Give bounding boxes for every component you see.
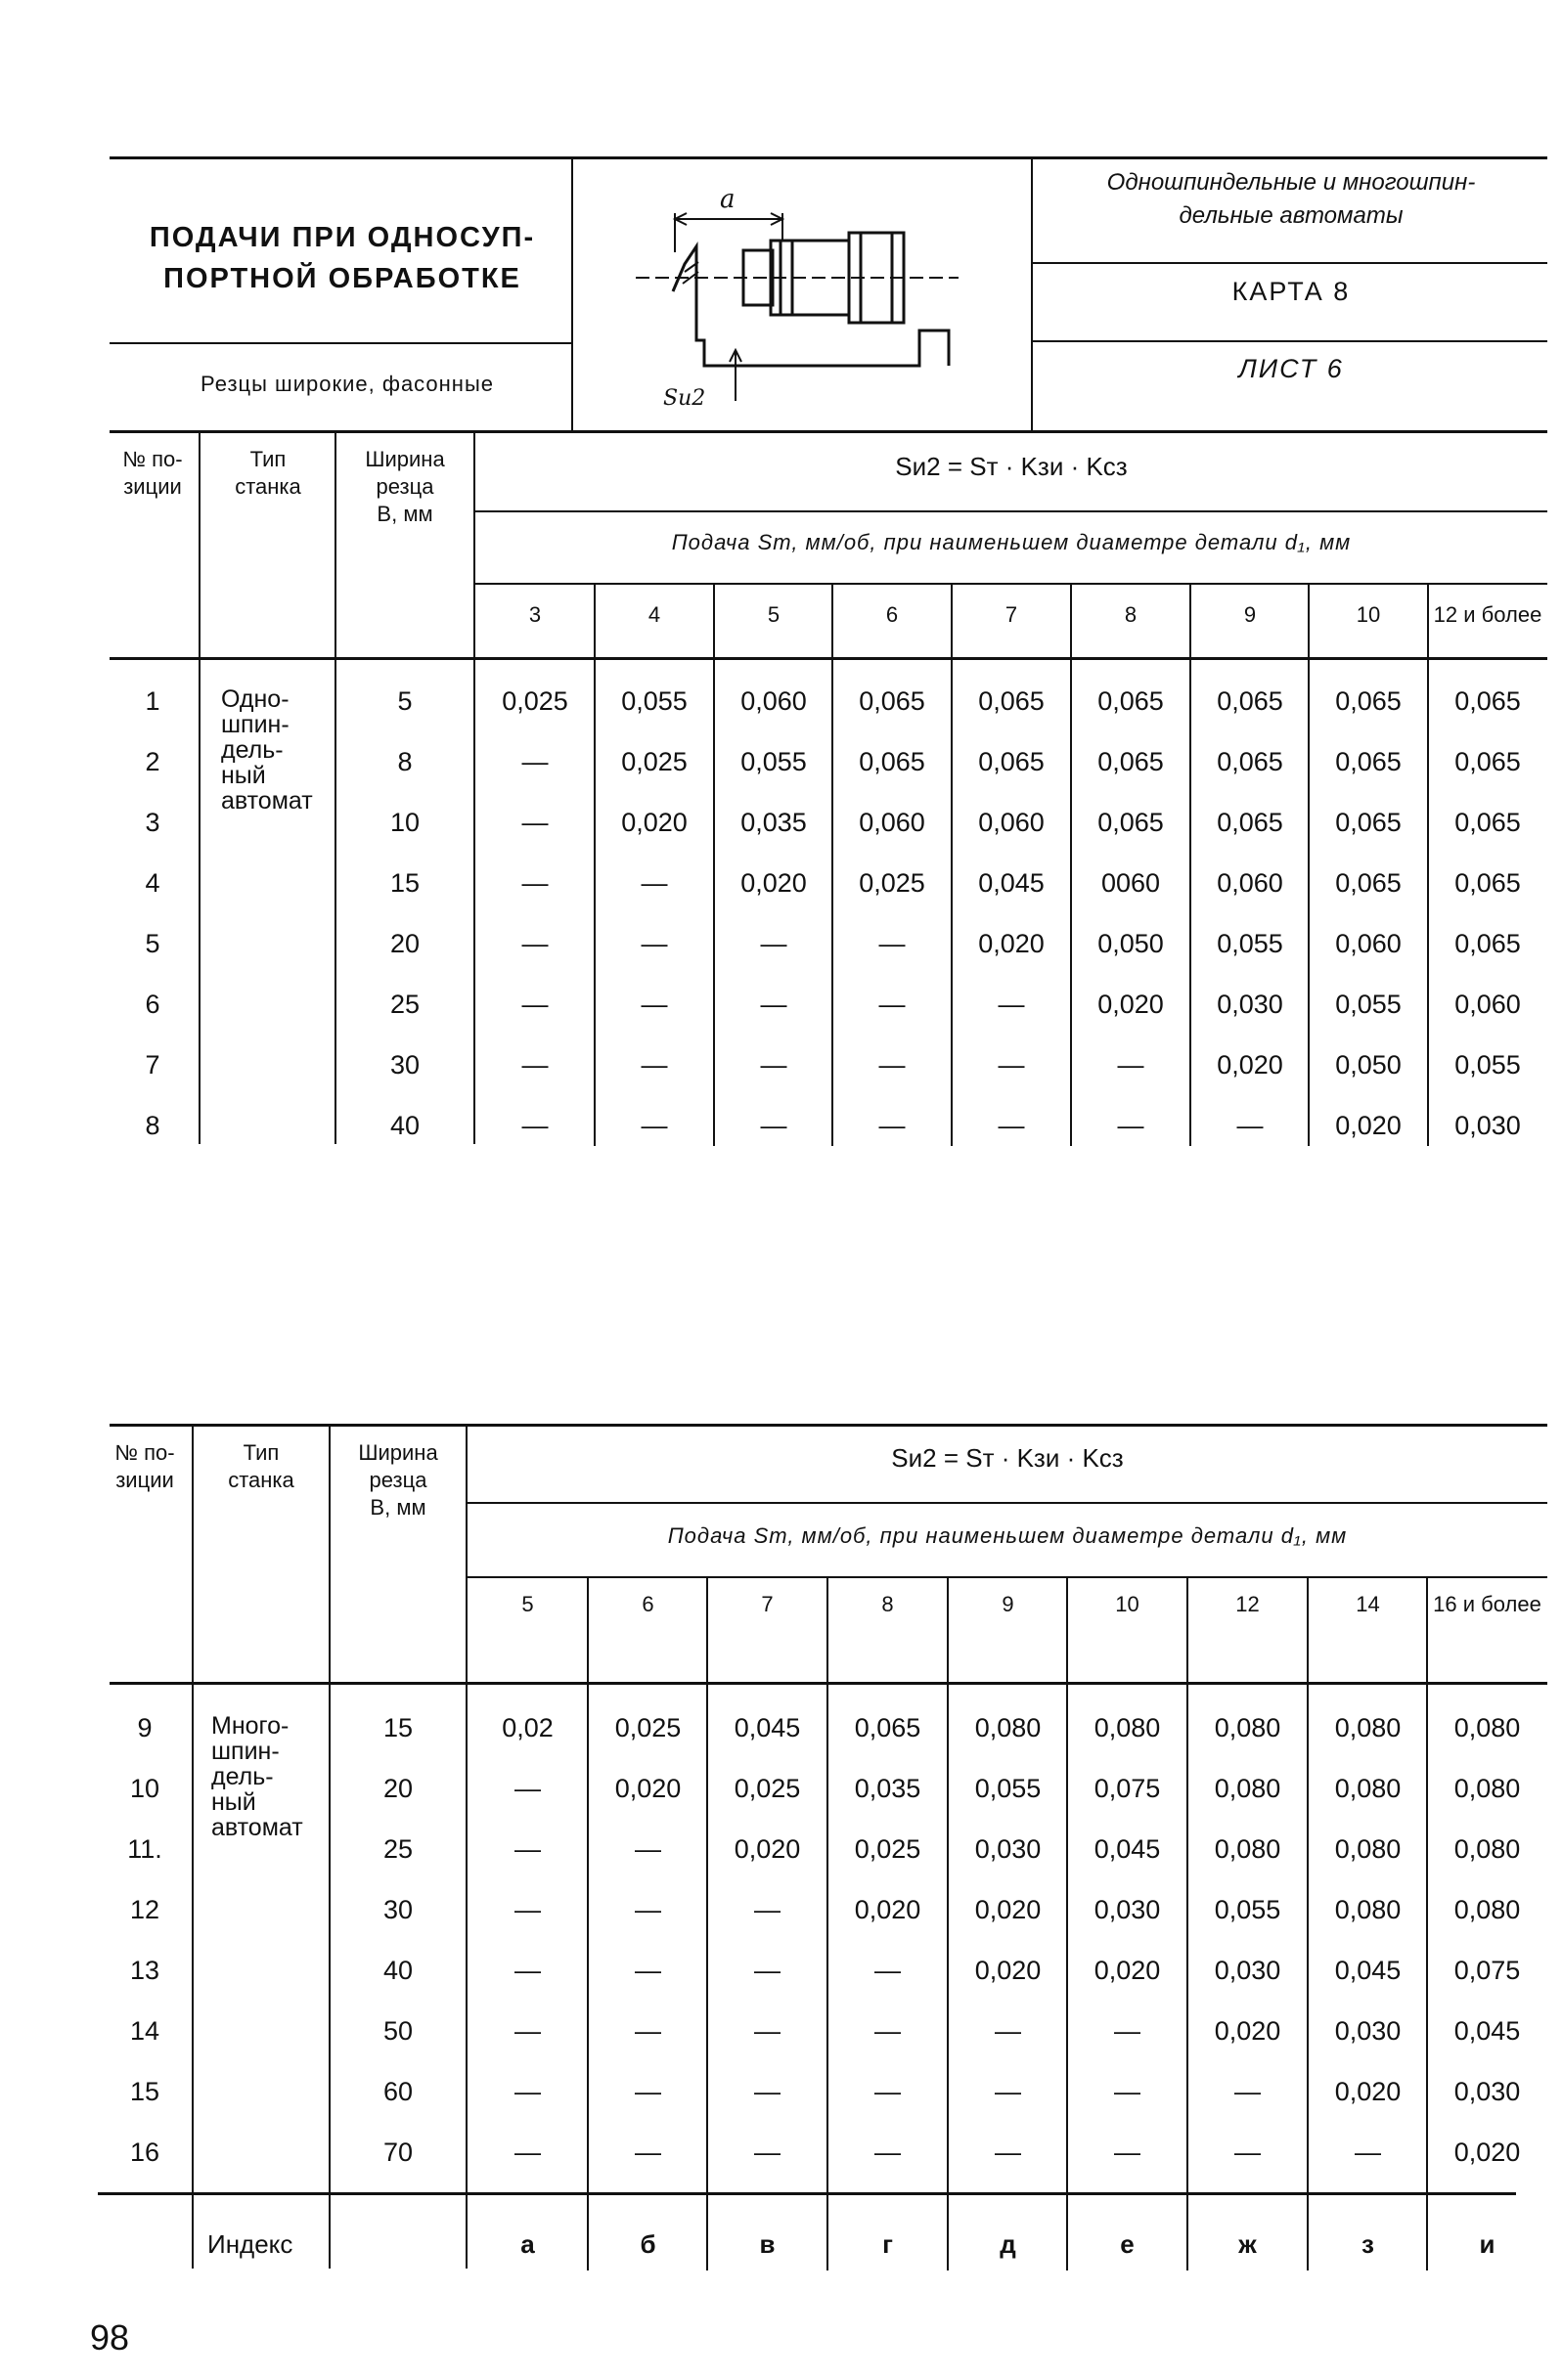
table1-row-1-pos: 2	[145, 747, 160, 776]
table1-cell-2-7: 0,065	[1335, 808, 1402, 837]
table1-cell-3-8: 0,065	[1454, 868, 1521, 898]
t2-mtype-l4: ный	[211, 1788, 256, 1816]
table1-cell-5-8: 0,060	[1454, 990, 1521, 1019]
table2-cell-2-3: 0,025	[854, 1834, 921, 1864]
table2-index-6: ж	[1238, 2229, 1257, 2259]
t2-mtype-l3: дель-	[211, 1763, 274, 1790]
table2-cell-7-4: —	[995, 2138, 1021, 2167]
table2-cell-4-1: —	[635, 1956, 661, 1985]
card-number: КАРТА 8	[1231, 277, 1351, 306]
t2-col-width	[331, 1439, 466, 1521]
table1-row-4-width: 20	[389, 929, 421, 958]
table1-cell-6-1: —	[641, 1050, 668, 1080]
table1-cell-4-7: 0,060	[1335, 929, 1402, 958]
table2-index-3: г	[882, 2229, 893, 2259]
table1-row-6-width: 30	[389, 1050, 421, 1080]
table2-cell-2-4: 0,030	[974, 1834, 1042, 1864]
table1-row-5-pos: 6	[145, 990, 160, 1019]
header-left-divider	[110, 342, 573, 344]
table2-cell-6-0: —	[514, 2077, 541, 2106]
t1-head-bottom-rule	[110, 657, 1547, 660]
table2-index-1: б	[640, 2229, 656, 2259]
table2-cell-5-8: 0,045	[1453, 2016, 1521, 2046]
table1-cell-0-4: 0,065	[978, 686, 1045, 716]
table2-cell-0-7: 0,080	[1334, 1713, 1402, 1742]
table2-row-5-width: 50	[382, 2016, 414, 2046]
diagram-label-a: a	[720, 185, 736, 214]
table2-diameter-2: 7	[761, 1592, 774, 1616]
t2-body-bottom-rule	[98, 2192, 1516, 2195]
table2-cell-0-2: 0,045	[734, 1713, 801, 1742]
table1-cell-6-4: —	[998, 1050, 1025, 1080]
t2-col-type	[194, 1439, 329, 1494]
table1-row-2-width: 10	[389, 808, 421, 837]
table2-cell-7-5: —	[1114, 2138, 1140, 2167]
header-top-rule	[110, 156, 1547, 159]
table1-cell-2-8: 0,065	[1454, 808, 1521, 837]
table1-cell-1-4: 0,065	[978, 747, 1045, 776]
table2-cell-7-8: 0,020	[1453, 2138, 1521, 2167]
table1-cell-3-3: 0,025	[859, 868, 925, 898]
table1-cell-6-2: —	[760, 1050, 787, 1080]
table2-index-2: в	[759, 2229, 776, 2259]
table1-diameter-0: 3	[528, 602, 542, 627]
table2-cell-3-4: 0,020	[974, 1895, 1042, 1924]
t2-col-type-l1: Тип	[243, 1440, 280, 1465]
table2-cell-6-8: 0,030	[1453, 2077, 1521, 2106]
table1-row-6-pos: 7	[145, 1050, 160, 1080]
header-right-divider-2	[1033, 340, 1547, 342]
table2-diameter-3: 8	[881, 1592, 894, 1616]
table1-diameter-8: 12 и более	[1433, 602, 1542, 627]
table1-cell-7-2: —	[760, 1111, 787, 1140]
title-line-2: ПОРТНОЙ ОБРАБОТКЕ	[163, 263, 521, 294]
table2-cell-4-4: 0,020	[974, 1956, 1042, 1985]
table2-row-2-pos: 11.	[127, 1834, 162, 1864]
table1-cell-0-6: 0,065	[1217, 686, 1283, 716]
table1-row-7-pos: 8	[145, 1111, 160, 1140]
t1-vsep-type	[335, 432, 336, 1144]
t1-machine-type	[221, 686, 335, 814]
table1-cell-5-4: —	[998, 990, 1025, 1019]
table2-cell-3-8: 0,080	[1453, 1895, 1521, 1924]
table1-cell-4-3: —	[878, 929, 906, 958]
table1-cell-4-2: —	[760, 929, 787, 958]
table2-cell-2-5: 0,045	[1093, 1834, 1161, 1864]
table2-cell-1-7: 0,080	[1334, 1774, 1402, 1803]
t2-top-rule	[110, 1424, 1547, 1427]
table1-cell-2-6: 0,065	[1217, 808, 1283, 837]
table2-cell-5-1: —	[635, 2016, 661, 2046]
t2-col-pos-l1: № по-	[114, 1440, 175, 1465]
t2-feed-caption: Подача Sт, мм/об, при наименьшем диаметре детали d₁, мм	[667, 1523, 1348, 1548]
table1-cell-6-6: 0,020	[1217, 1050, 1283, 1080]
t1-col-width-l1: Ширина	[365, 447, 445, 471]
t2-mtype-l5: автомат	[211, 1814, 303, 1841]
t1-mtype-l1: Одно-	[221, 685, 290, 713]
t2-index-label: Индекс	[207, 2229, 293, 2259]
page-subtitle: Резцы широкие, фасонные	[200, 372, 495, 396]
table2-diameter-5: 10	[1115, 1592, 1139, 1616]
table1-cell-7-5: —	[1117, 1111, 1144, 1140]
table2-diameter-4: 9	[1002, 1592, 1014, 1616]
table2-cell-1-1: 0,020	[614, 1774, 682, 1803]
t1-col-width-l2: резца	[376, 474, 434, 499]
sheet-number: ЛИСТ 6	[1238, 354, 1344, 383]
table2-diameter-0: 5	[521, 1592, 534, 1616]
t1-col-pos	[106, 446, 200, 501]
t1-col-type-l1: Тип	[249, 447, 287, 471]
table2-cell-4-2: —	[754, 1956, 781, 1985]
table1-cell-7-1: —	[641, 1111, 668, 1140]
table1-cell-5-5: 0,020	[1097, 990, 1164, 1019]
t1-col-type	[201, 446, 335, 501]
table2-index-8: и	[1479, 2229, 1495, 2259]
table1-cell-4-0: —	[521, 929, 549, 958]
table2-row-7-pos: 16	[129, 2138, 160, 2167]
table2-cell-1-6: 0,080	[1214, 1774, 1281, 1803]
table1-cell-0-7: 0,065	[1335, 686, 1402, 716]
table2-row-3-width: 30	[382, 1895, 414, 1924]
table1-cell-6-7: 0,050	[1335, 1050, 1402, 1080]
table1-row-0-pos: 1	[145, 686, 160, 716]
table1-cell-2-5: 0,065	[1097, 808, 1164, 837]
table1-cell-1-5: 0,065	[1097, 747, 1164, 776]
table2-row-6-width: 60	[382, 2077, 414, 2106]
table2-cell-3-7: 0,080	[1334, 1895, 1402, 1924]
table2-cell-4-3: —	[874, 1956, 901, 1985]
header-vsep-2	[1031, 156, 1033, 432]
t2-col-width-l3: B, мм	[370, 1495, 426, 1520]
table2-cell-7-0: —	[514, 2138, 541, 2167]
table2-cell-0-1: 0,025	[614, 1713, 682, 1742]
table1-cell-1-7: 0,065	[1335, 747, 1402, 776]
table2-cell-4-5: 0,020	[1093, 1956, 1161, 1985]
table1-cell-2-2: 0,035	[740, 808, 807, 837]
table1-cell-3-6: 0,060	[1217, 868, 1283, 898]
table2-cell-0-4: 0,080	[974, 1713, 1042, 1742]
table2-cell-2-6: 0,080	[1214, 1834, 1281, 1864]
header-right-divider-1	[1033, 262, 1547, 264]
table1-cell-7-4: —	[998, 1111, 1025, 1140]
t1-col-width-l3: B, мм	[377, 502, 433, 526]
table1-cell-1-0: —	[521, 747, 549, 776]
table2-cell-4-8: 0,075	[1453, 1956, 1521, 1985]
table2-cell-4-0: —	[514, 1956, 541, 1985]
t2-head-bottom-rule	[110, 1682, 1547, 1685]
table2-cell-2-7: 0,080	[1334, 1834, 1402, 1864]
table1-cell-4-6: 0,055	[1217, 929, 1283, 958]
t2-vsep-pos	[192, 1426, 194, 2269]
table1-cell-6-3: —	[878, 1050, 906, 1080]
t2-mtype-l1: Много-	[211, 1712, 290, 1740]
table1-cell-7-6: —	[1236, 1111, 1264, 1140]
table1-cell-3-7: 0,065	[1335, 868, 1402, 898]
table2-cell-0-5: 0,080	[1093, 1713, 1161, 1742]
table2-cell-0-6: 0,080	[1214, 1713, 1281, 1742]
table1-diameter-4: 7	[1004, 602, 1018, 627]
table2-index-0: а	[520, 2229, 535, 2259]
table2-cell-6-4: —	[995, 2077, 1021, 2106]
table2-diameter-7: 14	[1356, 1592, 1380, 1616]
table1-cell-0-3: 0,065	[859, 686, 925, 716]
table1-cell-3-5: 0060	[1100, 868, 1161, 898]
table1-diameter-2: 5	[767, 602, 781, 627]
t1-mtype-l2: шпин-	[221, 711, 290, 738]
table1-cell-5-3: —	[878, 990, 906, 1019]
cutter-diagram	[626, 174, 978, 424]
table2-row-4-width: 40	[382, 1956, 414, 1985]
table2-diameter-6: 12	[1235, 1592, 1260, 1616]
table1-cell-2-4: 0,060	[978, 808, 1045, 837]
t1-col-pos-l1: № по-	[122, 447, 183, 471]
table1-diameter-5: 8	[1124, 602, 1138, 627]
table2-cell-2-8: 0,080	[1453, 1834, 1521, 1864]
t1-col-width	[336, 446, 473, 528]
machines-line-2: дельные автоматы	[1179, 202, 1404, 229]
table1-cell-7-7: 0,020	[1335, 1111, 1402, 1140]
machines-type	[1037, 166, 1545, 233]
t1-col-type-l2: станка	[235, 474, 301, 499]
table2-cell-4-6: 0,030	[1214, 1956, 1281, 1985]
table2-cell-2-1: —	[635, 1834, 661, 1864]
table2-cell-6-2: —	[754, 2077, 781, 2106]
t2-feed-rule	[466, 1576, 1547, 1578]
table1-row-3-pos: 4	[145, 868, 160, 898]
diagram-label-feed: Sи2	[663, 386, 706, 411]
table1-cell-6-5: —	[1117, 1050, 1144, 1080]
t2-col-type-l2: станка	[228, 1468, 294, 1492]
table2-cell-5-2: —	[754, 2016, 781, 2046]
t2-col-width-l1: Ширина	[358, 1440, 438, 1465]
t2-formula-rule	[466, 1502, 1547, 1504]
table1-row-4-pos: 5	[145, 929, 160, 958]
table2-cell-5-3: —	[874, 2016, 901, 2046]
table1-cell-6-8: 0,055	[1454, 1050, 1521, 1080]
table2-cell-3-2: —	[754, 1895, 781, 1924]
table1-cell-1-6: 0,065	[1217, 747, 1283, 776]
table1-cell-4-5: 0,050	[1097, 929, 1164, 958]
table2-cell-4-7: 0,045	[1334, 1956, 1402, 1985]
table1-cell-1-2: 0,055	[740, 747, 807, 776]
table2-cell-1-5: 0,075	[1093, 1774, 1161, 1803]
table1-cell-5-2: —	[760, 990, 787, 1019]
t1-mtype-l4: ный	[221, 762, 266, 789]
table2-cell-5-7: 0,030	[1334, 2016, 1402, 2046]
t2-col-pos	[98, 1439, 192, 1494]
table1-cell-3-1: —	[641, 868, 668, 898]
t2-formula: Sи2 = Sт · Kзи · Kсз	[891, 1443, 1124, 1473]
table2-cell-3-6: 0,055	[1214, 1895, 1281, 1924]
table1-cell-4-1: —	[641, 929, 668, 958]
table2-index-4: д	[1000, 2229, 1016, 2259]
table1-row-7-width: 40	[389, 1111, 421, 1140]
table1-cell-7-8: 0,030	[1454, 1111, 1521, 1140]
table1-cell-0-0: 0,025	[502, 686, 568, 716]
table2-row-7-width: 70	[382, 2138, 414, 2167]
t2-machine-type	[211, 1713, 329, 1840]
table2-cell-3-0: —	[514, 1895, 541, 1924]
table2-cell-0-0: 0,02	[502, 1713, 554, 1742]
table2-cell-3-1: —	[635, 1895, 661, 1924]
table2-cell-1-8: 0,080	[1453, 1774, 1521, 1803]
table2-cell-7-7: —	[1355, 2138, 1381, 2167]
table1-cell-2-0: —	[521, 808, 549, 837]
t1-col-pos-l2: зиции	[123, 474, 182, 499]
table2-row-3-pos: 12	[129, 1895, 160, 1924]
table2-row-5-pos: 14	[129, 2016, 160, 2046]
t1-feed-rule	[473, 583, 1547, 585]
table2-row-1-pos: 10	[129, 1774, 160, 1803]
header-bottom-rule	[110, 430, 1547, 433]
table2-cell-6-1: —	[635, 2077, 661, 2106]
table2-row-4-pos: 13	[129, 1956, 160, 1985]
table2-index-7: з	[1361, 2229, 1374, 2259]
table2-cell-1-2: 0,025	[734, 1774, 801, 1803]
table1-cell-4-8: 0,065	[1454, 929, 1521, 958]
t1-formula: Sи2 = Sт · Kзи · Kсз	[895, 452, 1128, 481]
table2-cell-3-3: 0,020	[854, 1895, 921, 1924]
table1-row-5-width: 25	[389, 990, 421, 1019]
table1-row-1-width: 8	[397, 747, 413, 776]
table2-cell-2-2: 0,020	[734, 1834, 801, 1864]
table2-row-0-width: 15	[382, 1713, 414, 1742]
t1-mtype-l5: автомат	[221, 787, 313, 815]
table2-row-1-width: 20	[382, 1774, 414, 1803]
table1-cell-6-0: —	[521, 1050, 549, 1080]
table1-row-3-width: 15	[389, 868, 421, 898]
table1-cell-7-0: —	[521, 1111, 549, 1140]
table1-cell-0-5: 0,065	[1097, 686, 1164, 716]
table1-cell-1-3: 0,065	[859, 747, 925, 776]
table1-cell-0-1: 0,055	[621, 686, 688, 716]
page-title	[117, 217, 567, 299]
machines-line-1: Одношпиндельные и многошпин-	[1106, 169, 1476, 196]
table1-cell-1-1: 0,025	[621, 747, 688, 776]
table2-cell-1-4: 0,055	[974, 1774, 1042, 1803]
table1-cell-1-8: 0,065	[1454, 747, 1521, 776]
t2-col-width-l2: резца	[369, 1468, 427, 1492]
table2-cell-7-2: —	[754, 2138, 781, 2167]
table2-row-6-pos: 15	[129, 2077, 160, 2106]
table1-row-2-pos: 3	[145, 808, 160, 837]
table1-diameter-1: 4	[647, 602, 661, 627]
t1-vsep-pos	[199, 432, 201, 1144]
table1-cell-2-1: 0,020	[621, 808, 688, 837]
table2-cell-0-3: 0,065	[854, 1713, 921, 1742]
t2-col-pos-l2: зиции	[115, 1468, 174, 1492]
table1-cell-5-1: —	[641, 990, 668, 1019]
t1-formula-rule	[473, 510, 1547, 512]
page-number: 98	[90, 2317, 130, 2358]
t1-feed-caption: Подача Sт, мм/об, при наименьшем диаметре детали d₁, мм	[671, 530, 1352, 554]
table2-cell-7-1: —	[635, 2138, 661, 2167]
table2-cell-6-5: —	[1114, 2077, 1140, 2106]
table2-cell-7-6: —	[1234, 2138, 1261, 2167]
table2-cell-1-3: 0,035	[854, 1774, 921, 1803]
t1-mtype-l3: дель-	[221, 736, 284, 764]
table1-cell-4-4: 0,020	[978, 929, 1045, 958]
table1-cell-3-2: 0,020	[740, 868, 807, 898]
table1-cell-5-6: 0,030	[1217, 990, 1283, 1019]
table2-cell-6-6: —	[1234, 2077, 1261, 2106]
table1-cell-5-7: 0,055	[1335, 990, 1402, 1019]
table1-row-0-width: 5	[397, 686, 413, 716]
table1-cell-0-8: 0,065	[1454, 686, 1521, 716]
table2-cell-1-0: —	[514, 1774, 541, 1803]
t2-mtype-l2: шпин-	[211, 1738, 280, 1765]
table1-cell-0-2: 0,060	[740, 686, 807, 716]
table1-diameter-3: 6	[885, 602, 899, 627]
title-line-1: ПОДАЧИ ПРИ ОДНОСУП-	[149, 222, 536, 253]
table2-cell-6-7: 0,020	[1334, 2077, 1402, 2106]
table2-row-2-width: 25	[382, 1834, 414, 1864]
table1-cell-3-0: —	[521, 868, 549, 898]
table2-cell-5-6: 0,020	[1214, 2016, 1281, 2046]
table2-row-0-pos: 9	[137, 1713, 153, 1742]
table1-cell-2-3: 0,060	[859, 808, 925, 837]
table1-diameter-7: 10	[1356, 602, 1381, 627]
table2-cell-0-8: 0,080	[1453, 1713, 1521, 1742]
table1-cell-3-4: 0,045	[978, 868, 1045, 898]
table2-cell-6-3: —	[874, 2077, 901, 2106]
table2-diameter-8: 16 и более	[1433, 1592, 1541, 1616]
table1-diameter-6: 9	[1243, 602, 1257, 627]
table2-diameter-1: 6	[642, 1592, 654, 1616]
table1-cell-5-0: —	[521, 990, 549, 1019]
table2-cell-5-5: —	[1114, 2016, 1140, 2046]
table2-cell-5-4: —	[995, 2016, 1021, 2046]
table2-cell-3-5: 0,030	[1093, 1895, 1161, 1924]
table2-cell-2-0: —	[514, 1834, 541, 1864]
table1-cell-7-3: —	[878, 1111, 906, 1140]
table2-index-5: е	[1120, 2229, 1135, 2259]
table2-cell-7-3: —	[874, 2138, 901, 2167]
table2-cell-5-0: —	[514, 2016, 541, 2046]
